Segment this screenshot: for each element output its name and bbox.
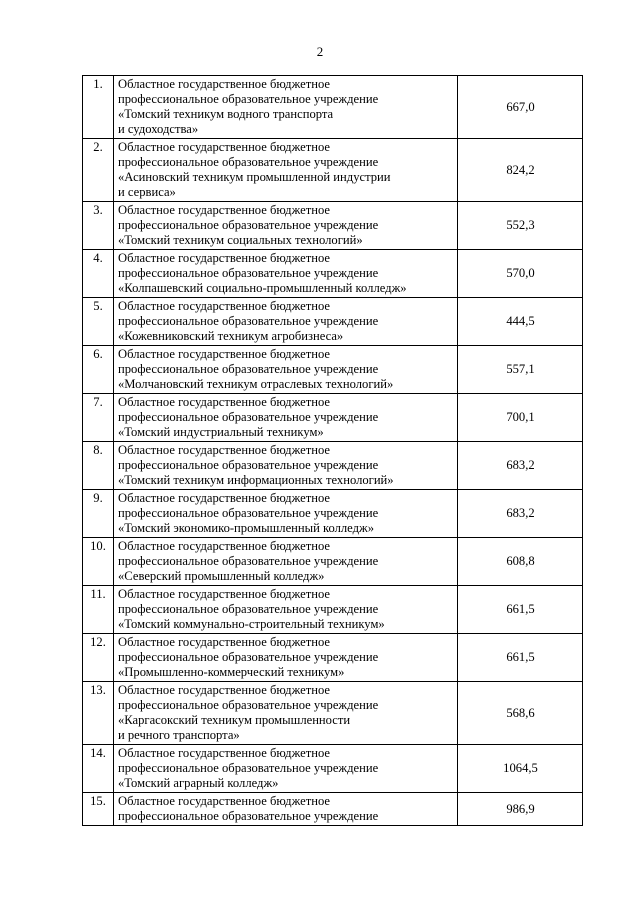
table-row: [83, 442, 583, 490]
amount-value: 683,2: [458, 490, 583, 538]
institution-name-line: «Северский промышленный колледж»: [118, 569, 325, 583]
institution-name-line: профессиональное образовательное учреждение: [118, 410, 379, 424]
institution-name-line: «Томский техникум водного транспорта: [118, 107, 334, 121]
table-row: [83, 76, 583, 139]
row-number: 12.: [83, 634, 114, 682]
institution-name: [114, 139, 458, 202]
amount-value: 824,2: [458, 139, 583, 202]
amount-value: 667,0: [458, 76, 583, 139]
institution-name: [114, 682, 458, 745]
institution-name: [114, 250, 458, 298]
amount-value: 683,2: [458, 442, 583, 490]
institution-name-line: Областное государственное бюджетное: [118, 683, 330, 697]
amount-value: 661,5: [458, 586, 583, 634]
table-row: [83, 682, 583, 745]
table-row: [83, 745, 583, 793]
row-number: 13.: [83, 682, 114, 745]
amount-value: 1064,5: [458, 745, 583, 793]
institution-name-line: профессиональное образовательное учреждение: [118, 554, 379, 568]
institution-name-line: «Колпашевский социально-промышленный колледж»: [118, 281, 407, 295]
institution-name-line: Областное государственное бюджетное: [118, 443, 330, 457]
institution-name-line: профессиональное образовательное учреждение: [118, 155, 379, 169]
institution-name-line: «Молчановский техникум отраслевых технологий»: [118, 377, 394, 391]
institution-name-line: «Томский аграрный колледж»: [118, 776, 279, 790]
institution-name: [114, 745, 458, 793]
institution-name-line: профессиональное образовательное учреждение: [118, 761, 379, 775]
institution-name-line: профессиональное образовательное учреждение: [118, 92, 379, 106]
institution-name-line: Областное государственное бюджетное: [118, 203, 330, 217]
institution-name-line: «Кожевниковский техникум агробизнеса»: [118, 329, 344, 343]
amount-value: 444,5: [458, 298, 583, 346]
row-number: 11.: [83, 586, 114, 634]
institutions-table-body: [83, 76, 583, 826]
institution-name-line: профессиональное образовательное учреждение: [118, 698, 379, 712]
amount-value: 700,1: [458, 394, 583, 442]
amount-value: 986,9: [458, 793, 583, 826]
institution-name: [114, 442, 458, 490]
institution-name-line: «Каргасокский техникум промышленности: [118, 713, 351, 727]
row-number: 6.: [83, 346, 114, 394]
institution-name-line: профессиональное образовательное учреждение: [118, 218, 379, 232]
institution-name-line: профессиональное образовательное учреждение: [118, 506, 379, 520]
institution-name-line: и речного транспорта»: [118, 728, 240, 742]
amount-value: 661,5: [458, 634, 583, 682]
institution-name-line: «Асиновский техникум промышленной индустрии: [118, 170, 391, 184]
institution-name-line: профессиональное образовательное учреждение: [118, 266, 379, 280]
institution-name-line: Областное государственное бюджетное: [118, 491, 330, 505]
table-row: [83, 394, 583, 442]
institution-name: [114, 298, 458, 346]
institution-name: [114, 586, 458, 634]
institution-name: [114, 793, 458, 826]
institution-name: [114, 634, 458, 682]
institution-name-line: Областное государственное бюджетное: [118, 395, 330, 409]
table-row: [83, 202, 583, 250]
row-number: 7.: [83, 394, 114, 442]
row-number: 9.: [83, 490, 114, 538]
row-number: 10.: [83, 538, 114, 586]
table-row: [83, 793, 583, 826]
institution-name-line: и сервиса»: [118, 185, 176, 199]
amount-value: 557,1: [458, 346, 583, 394]
institution-name: [114, 346, 458, 394]
table-row: [83, 139, 583, 202]
institution-name-line: «Томский экономико-промышленный колледж»: [118, 521, 374, 535]
institution-name-line: профессиональное образовательное учреждение: [118, 362, 379, 376]
table-row: [83, 490, 583, 538]
institution-name-line: Областное государственное бюджетное: [118, 347, 330, 361]
institution-name-line: «Томский техникум информационных технологий»: [118, 473, 394, 487]
institution-name-line: профессиональное образовательное учреждение: [118, 314, 379, 328]
row-number: 3.: [83, 202, 114, 250]
amount-value: 570,0: [458, 250, 583, 298]
institution-name-line: Областное государственное бюджетное: [118, 635, 330, 649]
institution-name-line: Областное государственное бюджетное: [118, 587, 330, 601]
institution-name: [114, 202, 458, 250]
row-number: 2.: [83, 139, 114, 202]
institution-name-line: Областное государственное бюджетное: [118, 539, 330, 553]
institution-name-line: Областное государственное бюджетное: [118, 140, 330, 154]
row-number: 14.: [83, 745, 114, 793]
institution-name: [114, 538, 458, 586]
institution-name-line: профессиональное образовательное учреждение: [118, 602, 379, 616]
institution-name-line: и судоходства»: [118, 122, 199, 136]
amount-value: 552,3: [458, 202, 583, 250]
institution-name: [114, 394, 458, 442]
amount-value: 608,8: [458, 538, 583, 586]
institution-name-line: Областное государственное бюджетное: [118, 746, 330, 760]
amount-value: 568,6: [458, 682, 583, 745]
institution-name-line: профессиональное образовательное учреждение: [118, 458, 379, 472]
institution-name: [114, 76, 458, 139]
table-row: [83, 346, 583, 394]
table-row: [83, 250, 583, 298]
institution-name-line: Областное государственное бюджетное: [118, 77, 330, 91]
table-row: [83, 586, 583, 634]
table-row: [83, 538, 583, 586]
institution-name-line: Областное государственное бюджетное: [118, 299, 330, 313]
institution-name-line: «Томский коммунально-строительный техникум»: [118, 617, 385, 631]
institution-name-line: «Томский техникум социальных технологий»: [118, 233, 363, 247]
row-number: 1.: [83, 76, 114, 139]
row-number: 4.: [83, 250, 114, 298]
row-number: 15.: [83, 793, 114, 826]
page-number: 2: [316, 44, 324, 59]
institution-name-line: «Промышленно-коммерческий техникум»: [118, 665, 345, 679]
row-number: 8.: [83, 442, 114, 490]
institution-name-line: профессиональное образовательное учреждение: [118, 809, 379, 823]
row-number: 5.: [83, 298, 114, 346]
institution-name: [114, 490, 458, 538]
institution-name-line: «Томский индустриальный техникум»: [118, 425, 324, 439]
table-row: [83, 634, 583, 682]
table-row: [83, 298, 583, 346]
institutions-table: [82, 75, 583, 826]
institution-name-line: профессиональное образовательное учреждение: [118, 650, 379, 664]
institution-name-line: Областное государственное бюджетное: [118, 251, 330, 265]
institution-name-line: Областное государственное бюджетное: [118, 794, 330, 808]
